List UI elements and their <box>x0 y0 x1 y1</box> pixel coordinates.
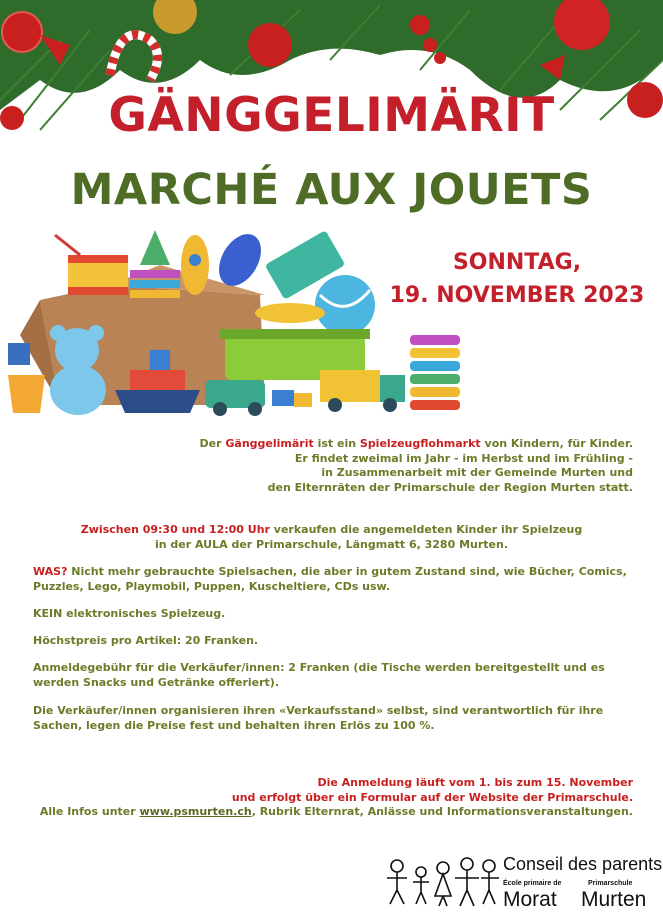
time-text: verkaufen die angemeldeten Kinder ihr Spielzeug <box>269 523 583 536</box>
intro-paragraph <box>193 437 633 495</box>
no-electronic-note: KEIN elektronisches Spielzeug. <box>33 607 226 620</box>
intro-line-4: den Elternräten der Primarschule der Region Murten statt. <box>267 480 633 494</box>
intro-line-3: in Zusammenarbeit mit der Gemeinde Murten und <box>321 466 633 479</box>
registration-line-3 <box>33 805 633 820</box>
intro-line-2: Er findet zweimal im Jahr - im Herbst und im Frühling - <box>294 451 633 465</box>
title-german: GÄNGGELIMÄRIT <box>108 88 555 143</box>
logo-city-fr: Morat <box>503 888 557 911</box>
what-label: WAS? <box>33 565 68 578</box>
sellers-note: Die Verkäufer/innen organisieren ihren «Verkaufsstand» selbst, sind verantwortlich für ihre Sachen, legen die Preise fest und behalten ihren Erlös zu 100 %. <box>33 704 604 732</box>
title-french: MARCHÉ AUX JOUETS <box>70 165 593 215</box>
registration-line-1: Die Anmeldung läuft vom 1. bis zum 15. November <box>317 776 633 789</box>
registration-text: Alle Infos unter <box>39 805 140 818</box>
logo-city-de: Murten <box>581 888 647 911</box>
time-location <box>0 523 663 552</box>
date-line-1: SONNTAG, <box>452 250 582 275</box>
intro-text: ist ein <box>313 437 360 450</box>
what-paragraph <box>33 565 633 594</box>
intro-text: von Kindern, für Kinder. <box>480 437 633 450</box>
max-price-note: Höchstpreis pro Artikel: 20 Franken. <box>33 634 259 647</box>
registration-info <box>33 776 633 820</box>
intro-highlight-market: Spielzeugflohmarkt <box>359 437 481 450</box>
what-text: Nicht mehr gebrauchte Spielsachen, die aber in gutem Zustand sind, wie Bücher, Comics, Puzzles, Lego, Playmobil, Puppen, Kuscheltiere, CDs usw. <box>33 565 627 593</box>
time-range: Zwischen 09:30 und 12:00 Uhr <box>80 523 270 536</box>
intro-text: Der <box>199 437 226 450</box>
logo-subtitle-de: Primarschule <box>588 880 633 887</box>
logo-subtitle-fr: École primaire de <box>503 880 562 887</box>
intro-line-1 <box>193 437 633 452</box>
website-link[interactable]: www.psmurten.ch <box>139 805 252 818</box>
time-line <box>0 523 663 538</box>
parents-council-logo <box>385 852 663 914</box>
registration-text: , Rubrik Elternrat, Anlässe und Informationsveranstaltungen. <box>251 805 633 818</box>
fee-note: Anmeldegebühr für die Verkäufer/innen: 2 Franken (die Tische werden bereitgestellt und es werden Snacks und Getränke offeriert). <box>33 661 605 689</box>
toys-illustration <box>0 225 480 420</box>
intro-highlight-name: Gänggelimärit <box>225 437 314 450</box>
children-drawing-icon <box>385 852 501 912</box>
registration-line-2: und erfolgt über ein Formular auf der Website der Primarschule. <box>231 790 633 804</box>
date-line-2: 19. NOVEMBER 2023 <box>389 283 645 308</box>
logo-title: Conseil des parents <box>503 854 663 874</box>
location-line: in der AULA der Primarschule, Längmatt 6, 3280 Murten. <box>154 537 508 551</box>
